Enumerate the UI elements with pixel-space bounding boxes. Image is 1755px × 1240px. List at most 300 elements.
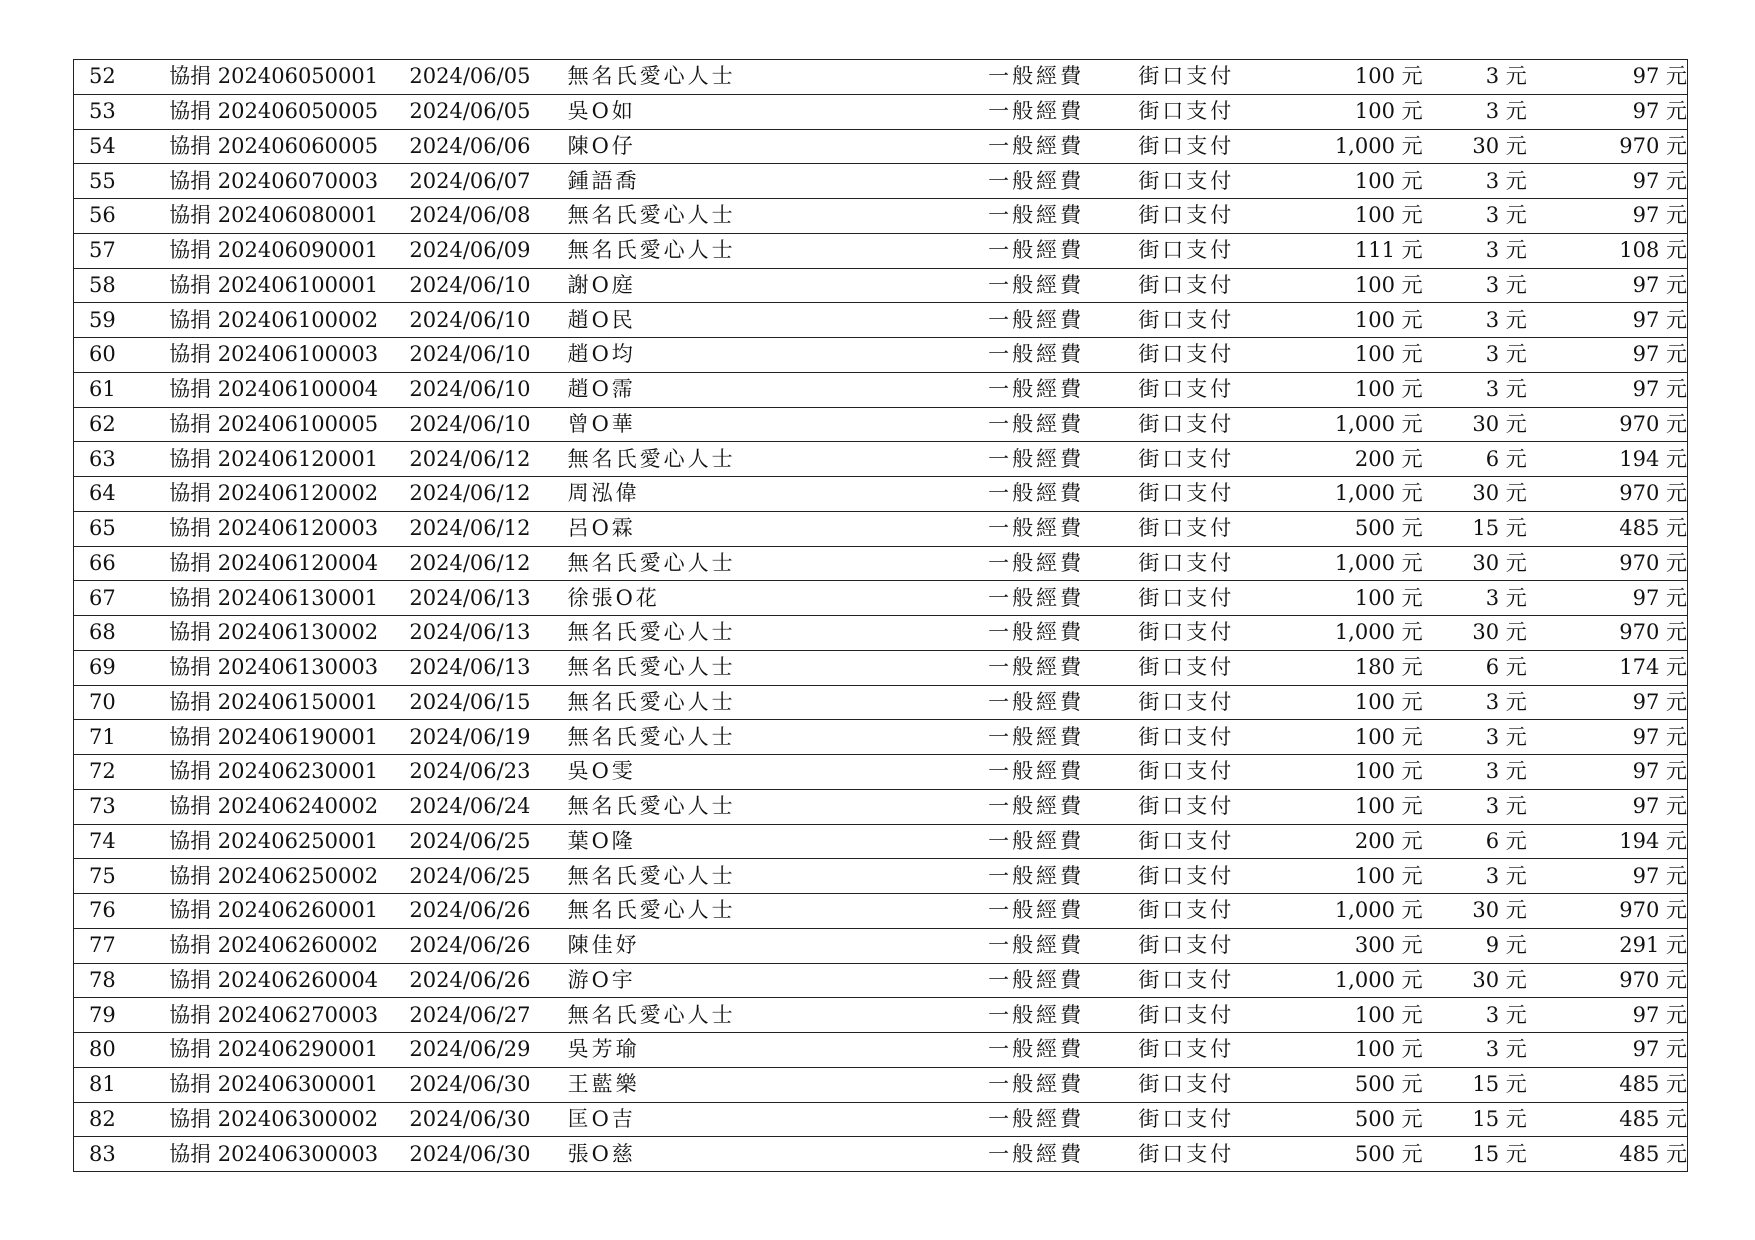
handling-fee-cell: 6 元 xyxy=(1423,442,1527,477)
table-row xyxy=(74,1137,1688,1172)
table-row xyxy=(74,94,1688,129)
table-row xyxy=(74,546,1688,581)
donation-ledger-body xyxy=(74,60,1688,1172)
payment-method-cell: 街口支付 xyxy=(1138,998,1288,1033)
handling-fee-cell: 3 元 xyxy=(1423,303,1527,338)
donor-name-cell: 呂O霖 xyxy=(568,511,989,546)
table-row xyxy=(74,233,1688,268)
handling-fee-cell: 15 元 xyxy=(1423,1137,1527,1172)
row-number-cell: 80 xyxy=(74,1033,170,1068)
net-amount-cell: 970 元 xyxy=(1527,616,1688,651)
row-number-cell: 57 xyxy=(74,233,170,268)
receipt-number-cell: 協捐 202406260001 xyxy=(169,894,409,929)
donation-purpose-cell: 一般經費 xyxy=(988,894,1138,929)
net-amount-cell: 97 元 xyxy=(1527,268,1688,303)
handling-fee-cell: 3 元 xyxy=(1423,233,1527,268)
table-row xyxy=(74,1102,1688,1137)
donation-date-cell: 2024/06/25 xyxy=(409,824,567,859)
donation-date-cell: 2024/06/26 xyxy=(409,894,567,929)
payment-method-cell: 街口支付 xyxy=(1138,824,1288,859)
donation-date-cell: 2024/06/13 xyxy=(409,616,567,651)
donor-name-cell: 無名氏愛心人士 xyxy=(568,859,989,894)
row-number-cell: 56 xyxy=(74,199,170,234)
row-number-cell: 62 xyxy=(74,407,170,442)
donation-purpose-cell: 一般經費 xyxy=(988,824,1138,859)
donation-purpose-cell: 一般經費 xyxy=(988,233,1138,268)
donation-purpose-cell: 一般經費 xyxy=(988,442,1138,477)
row-number-cell: 75 xyxy=(74,859,170,894)
net-amount-cell: 97 元 xyxy=(1527,859,1688,894)
receipt-number-cell: 協捐 202406190001 xyxy=(169,720,409,755)
donor-name-cell: 無名氏愛心人士 xyxy=(568,650,989,685)
net-amount-cell: 174 元 xyxy=(1527,650,1688,685)
receipt-number-cell: 協捐 202406150001 xyxy=(169,685,409,720)
row-number-cell: 68 xyxy=(74,616,170,651)
receipt-number-cell: 協捐 202406050001 xyxy=(169,60,409,95)
handling-fee-cell: 3 元 xyxy=(1423,372,1527,407)
donation-amount-cell: 500 元 xyxy=(1288,1067,1422,1102)
table-row xyxy=(74,894,1688,929)
handling-fee-cell: 3 元 xyxy=(1423,859,1527,894)
donation-amount-cell: 500 元 xyxy=(1288,511,1422,546)
donor-name-cell: 葉O隆 xyxy=(568,824,989,859)
donation-date-cell: 2024/06/10 xyxy=(409,372,567,407)
payment-method-cell: 街口支付 xyxy=(1138,60,1288,95)
donation-date-cell: 2024/06/29 xyxy=(409,1033,567,1068)
donation-date-cell: 2024/06/13 xyxy=(409,581,567,616)
payment-method-cell: 街口支付 xyxy=(1138,511,1288,546)
donation-purpose-cell: 一般經費 xyxy=(988,1102,1138,1137)
net-amount-cell: 97 元 xyxy=(1527,303,1688,338)
handling-fee-cell: 3 元 xyxy=(1423,1033,1527,1068)
donation-amount-cell: 100 元 xyxy=(1288,755,1422,790)
handling-fee-cell: 3 元 xyxy=(1423,720,1527,755)
net-amount-cell: 970 元 xyxy=(1527,546,1688,581)
donation-purpose-cell: 一般經費 xyxy=(988,477,1138,512)
receipt-number-cell: 協捐 202406120004 xyxy=(169,546,409,581)
table-row xyxy=(74,268,1688,303)
receipt-number-cell: 協捐 202406270003 xyxy=(169,998,409,1033)
net-amount-cell: 485 元 xyxy=(1527,1067,1688,1102)
table-row xyxy=(74,1067,1688,1102)
net-amount-cell: 97 元 xyxy=(1527,164,1688,199)
net-amount-cell: 97 元 xyxy=(1527,720,1688,755)
donation-date-cell: 2024/06/27 xyxy=(409,998,567,1033)
handling-fee-cell: 3 元 xyxy=(1423,338,1527,373)
receipt-number-cell: 協捐 202406060005 xyxy=(169,129,409,164)
donation-amount-cell: 100 元 xyxy=(1288,303,1422,338)
payment-method-cell: 街口支付 xyxy=(1138,233,1288,268)
receipt-number-cell: 協捐 202406070003 xyxy=(169,164,409,199)
net-amount-cell: 970 元 xyxy=(1527,407,1688,442)
donor-name-cell: 徐張O花 xyxy=(568,581,989,616)
payment-method-cell: 街口支付 xyxy=(1138,859,1288,894)
donation-date-cell: 2024/06/10 xyxy=(409,268,567,303)
row-number-cell: 67 xyxy=(74,581,170,616)
receipt-number-cell: 協捐 202406130003 xyxy=(169,650,409,685)
table-row xyxy=(74,720,1688,755)
receipt-number-cell: 協捐 202406130001 xyxy=(169,581,409,616)
donation-amount-cell: 100 元 xyxy=(1288,268,1422,303)
receipt-number-cell: 協捐 202406290001 xyxy=(169,1033,409,1068)
donation-purpose-cell: 一般經費 xyxy=(988,1067,1138,1102)
handling-fee-cell: 6 元 xyxy=(1423,824,1527,859)
donation-amount-cell: 100 元 xyxy=(1288,338,1422,373)
row-number-cell: 58 xyxy=(74,268,170,303)
net-amount-cell: 97 元 xyxy=(1527,94,1688,129)
receipt-number-cell: 協捐 202406120001 xyxy=(169,442,409,477)
donation-date-cell: 2024/06/26 xyxy=(409,963,567,998)
payment-method-cell: 街口支付 xyxy=(1138,303,1288,338)
handling-fee-cell: 30 元 xyxy=(1423,963,1527,998)
table-row xyxy=(74,60,1688,95)
payment-method-cell: 街口支付 xyxy=(1138,477,1288,512)
receipt-number-cell: 協捐 202406120002 xyxy=(169,477,409,512)
donation-date-cell: 2024/06/08 xyxy=(409,199,567,234)
donation-date-cell: 2024/06/06 xyxy=(409,129,567,164)
payment-method-cell: 街口支付 xyxy=(1138,963,1288,998)
donor-name-cell: 無名氏愛心人士 xyxy=(568,233,989,268)
payment-method-cell: 街口支付 xyxy=(1138,546,1288,581)
donation-purpose-cell: 一般經費 xyxy=(988,546,1138,581)
row-number-cell: 63 xyxy=(74,442,170,477)
payment-method-cell: 街口支付 xyxy=(1138,442,1288,477)
table-row xyxy=(74,685,1688,720)
donor-name-cell: 匡O吉 xyxy=(568,1102,989,1137)
row-number-cell: 72 xyxy=(74,755,170,790)
donation-purpose-cell: 一般經費 xyxy=(988,720,1138,755)
donation-date-cell: 2024/06/10 xyxy=(409,407,567,442)
donation-amount-cell: 1,000 元 xyxy=(1288,963,1422,998)
donation-date-cell: 2024/06/05 xyxy=(409,94,567,129)
payment-method-cell: 街口支付 xyxy=(1138,372,1288,407)
receipt-number-cell: 協捐 202406050005 xyxy=(169,94,409,129)
payment-method-cell: 街口支付 xyxy=(1138,164,1288,199)
handling-fee-cell: 3 元 xyxy=(1423,94,1527,129)
donation-amount-cell: 100 元 xyxy=(1288,789,1422,824)
donation-amount-cell: 1,000 元 xyxy=(1288,616,1422,651)
payment-method-cell: 街口支付 xyxy=(1138,1067,1288,1102)
donation-date-cell: 2024/06/12 xyxy=(409,546,567,581)
payment-method-cell: 街口支付 xyxy=(1138,685,1288,720)
donation-amount-cell: 500 元 xyxy=(1288,1137,1422,1172)
row-number-cell: 53 xyxy=(74,94,170,129)
net-amount-cell: 970 元 xyxy=(1527,477,1688,512)
payment-method-cell: 街口支付 xyxy=(1138,928,1288,963)
table-row xyxy=(74,824,1688,859)
donation-amount-cell: 100 元 xyxy=(1288,685,1422,720)
payment-method-cell: 街口支付 xyxy=(1138,581,1288,616)
net-amount-cell: 97 元 xyxy=(1527,755,1688,790)
row-number-cell: 61 xyxy=(74,372,170,407)
row-number-cell: 78 xyxy=(74,963,170,998)
receipt-number-cell: 協捐 202406230001 xyxy=(169,755,409,790)
donor-name-cell: 無名氏愛心人士 xyxy=(568,616,989,651)
donor-name-cell: 曾O華 xyxy=(568,407,989,442)
table-row xyxy=(74,477,1688,512)
donation-date-cell: 2024/06/23 xyxy=(409,755,567,790)
payment-method-cell: 街口支付 xyxy=(1138,1033,1288,1068)
donation-purpose-cell: 一般經費 xyxy=(988,685,1138,720)
receipt-number-cell: 協捐 202406300001 xyxy=(169,1067,409,1102)
donation-amount-cell: 100 元 xyxy=(1288,1033,1422,1068)
donation-date-cell: 2024/06/30 xyxy=(409,1102,567,1137)
net-amount-cell: 485 元 xyxy=(1527,1137,1688,1172)
receipt-number-cell: 協捐 202406300002 xyxy=(169,1102,409,1137)
payment-method-cell: 街口支付 xyxy=(1138,789,1288,824)
donation-date-cell: 2024/06/12 xyxy=(409,442,567,477)
donor-name-cell: 張O慈 xyxy=(568,1137,989,1172)
handling-fee-cell: 6 元 xyxy=(1423,650,1527,685)
net-amount-cell: 97 元 xyxy=(1527,998,1688,1033)
row-number-cell: 59 xyxy=(74,303,170,338)
donation-amount-cell: 1,000 元 xyxy=(1288,407,1422,442)
table-row xyxy=(74,1033,1688,1068)
donation-amount-cell: 100 元 xyxy=(1288,94,1422,129)
handling-fee-cell: 30 元 xyxy=(1423,407,1527,442)
handling-fee-cell: 3 元 xyxy=(1423,164,1527,199)
net-amount-cell: 97 元 xyxy=(1527,789,1688,824)
handling-fee-cell: 3 元 xyxy=(1423,685,1527,720)
receipt-number-cell: 協捐 202406130002 xyxy=(169,616,409,651)
payment-method-cell: 街口支付 xyxy=(1138,1102,1288,1137)
donation-purpose-cell: 一般經費 xyxy=(988,1033,1138,1068)
handling-fee-cell: 15 元 xyxy=(1423,511,1527,546)
donor-name-cell: 無名氏愛心人士 xyxy=(568,546,989,581)
donor-name-cell: 無名氏愛心人士 xyxy=(568,199,989,234)
donation-amount-cell: 180 元 xyxy=(1288,650,1422,685)
donor-name-cell: 趙O霈 xyxy=(568,372,989,407)
net-amount-cell: 97 元 xyxy=(1527,60,1688,95)
row-number-cell: 81 xyxy=(74,1067,170,1102)
net-amount-cell: 97 元 xyxy=(1527,1033,1688,1068)
handling-fee-cell: 3 元 xyxy=(1423,199,1527,234)
donation-purpose-cell: 一般經費 xyxy=(988,199,1138,234)
net-amount-cell: 97 元 xyxy=(1527,372,1688,407)
donation-amount-cell: 1,000 元 xyxy=(1288,129,1422,164)
donation-purpose-cell: 一般經費 xyxy=(988,511,1138,546)
donor-name-cell: 謝O庭 xyxy=(568,268,989,303)
handling-fee-cell: 3 元 xyxy=(1423,755,1527,790)
receipt-number-cell: 協捐 202406250002 xyxy=(169,859,409,894)
handling-fee-cell: 3 元 xyxy=(1423,60,1527,95)
payment-method-cell: 街口支付 xyxy=(1138,268,1288,303)
receipt-number-cell: 協捐 202406090001 xyxy=(169,233,409,268)
donation-purpose-cell: 一般經費 xyxy=(988,60,1138,95)
net-amount-cell: 485 元 xyxy=(1527,511,1688,546)
donor-name-cell: 周泓偉 xyxy=(568,477,989,512)
donation-purpose-cell: 一般經費 xyxy=(988,616,1138,651)
row-number-cell: 71 xyxy=(74,720,170,755)
table-row xyxy=(74,442,1688,477)
payment-method-cell: 街口支付 xyxy=(1138,894,1288,929)
donor-name-cell: 無名氏愛心人士 xyxy=(568,720,989,755)
receipt-number-cell: 協捐 202406250001 xyxy=(169,824,409,859)
handling-fee-cell: 3 元 xyxy=(1423,789,1527,824)
donation-date-cell: 2024/06/25 xyxy=(409,859,567,894)
donation-amount-cell: 100 元 xyxy=(1288,998,1422,1033)
table-row xyxy=(74,616,1688,651)
handling-fee-cell: 30 元 xyxy=(1423,477,1527,512)
net-amount-cell: 194 元 xyxy=(1527,824,1688,859)
donation-amount-cell: 1,000 元 xyxy=(1288,894,1422,929)
donation-amount-cell: 100 元 xyxy=(1288,199,1422,234)
donor-name-cell: 無名氏愛心人士 xyxy=(568,789,989,824)
handling-fee-cell: 30 元 xyxy=(1423,129,1527,164)
donation-purpose-cell: 一般經費 xyxy=(988,755,1138,790)
donation-date-cell: 2024/06/30 xyxy=(409,1137,567,1172)
donation-date-cell: 2024/06/30 xyxy=(409,1067,567,1102)
donation-purpose-cell: 一般經費 xyxy=(988,164,1138,199)
donation-amount-cell: 100 元 xyxy=(1288,60,1422,95)
donation-date-cell: 2024/06/19 xyxy=(409,720,567,755)
donation-date-cell: 2024/06/12 xyxy=(409,477,567,512)
donor-name-cell: 王藍樂 xyxy=(568,1067,989,1102)
payment-method-cell: 街口支付 xyxy=(1138,1137,1288,1172)
donation-date-cell: 2024/06/13 xyxy=(409,650,567,685)
handling-fee-cell: 9 元 xyxy=(1423,928,1527,963)
handling-fee-cell: 3 元 xyxy=(1423,268,1527,303)
row-number-cell: 83 xyxy=(74,1137,170,1172)
donation-purpose-cell: 一般經費 xyxy=(988,650,1138,685)
donor-name-cell: 鍾語喬 xyxy=(568,164,989,199)
net-amount-cell: 970 元 xyxy=(1527,894,1688,929)
handling-fee-cell: 30 元 xyxy=(1423,894,1527,929)
payment-method-cell: 街口支付 xyxy=(1138,129,1288,164)
payment-method-cell: 街口支付 xyxy=(1138,338,1288,373)
net-amount-cell: 97 元 xyxy=(1527,199,1688,234)
donation-purpose-cell: 一般經費 xyxy=(988,963,1138,998)
receipt-number-cell: 協捐 202406100001 xyxy=(169,268,409,303)
row-number-cell: 54 xyxy=(74,129,170,164)
table-row xyxy=(74,129,1688,164)
donation-amount-cell: 100 元 xyxy=(1288,720,1422,755)
donation-purpose-cell: 一般經費 xyxy=(988,94,1138,129)
donation-amount-cell: 111 元 xyxy=(1288,233,1422,268)
receipt-number-cell: 協捐 202406120003 xyxy=(169,511,409,546)
handling-fee-cell: 30 元 xyxy=(1423,546,1527,581)
table-row xyxy=(74,859,1688,894)
donation-amount-cell: 100 元 xyxy=(1288,372,1422,407)
payment-method-cell: 街口支付 xyxy=(1138,199,1288,234)
donation-purpose-cell: 一般經費 xyxy=(988,303,1138,338)
table-row xyxy=(74,789,1688,824)
row-number-cell: 74 xyxy=(74,824,170,859)
donor-name-cell: 陳佳妤 xyxy=(568,928,989,963)
donor-name-cell: 陳O仔 xyxy=(568,129,989,164)
row-number-cell: 55 xyxy=(74,164,170,199)
table-row xyxy=(74,963,1688,998)
net-amount-cell: 97 元 xyxy=(1527,685,1688,720)
donation-purpose-cell: 一般經費 xyxy=(988,338,1138,373)
donor-name-cell: 無名氏愛心人士 xyxy=(568,442,989,477)
table-row xyxy=(74,755,1688,790)
receipt-number-cell: 協捐 202406100004 xyxy=(169,372,409,407)
donation-date-cell: 2024/06/26 xyxy=(409,928,567,963)
net-amount-cell: 291 元 xyxy=(1527,928,1688,963)
handling-fee-cell: 3 元 xyxy=(1423,581,1527,616)
donation-purpose-cell: 一般經費 xyxy=(988,268,1138,303)
donation-amount-cell: 200 元 xyxy=(1288,442,1422,477)
receipt-number-cell: 協捐 202406080001 xyxy=(169,199,409,234)
receipt-number-cell: 協捐 202406300003 xyxy=(169,1137,409,1172)
donation-date-cell: 2024/06/05 xyxy=(409,60,567,95)
receipt-number-cell: 協捐 202406240002 xyxy=(169,789,409,824)
table-row xyxy=(74,581,1688,616)
donation-amount-cell: 100 元 xyxy=(1288,164,1422,199)
donation-amount-cell: 100 元 xyxy=(1288,581,1422,616)
handling-fee-cell: 15 元 xyxy=(1423,1102,1527,1137)
donation-date-cell: 2024/06/24 xyxy=(409,789,567,824)
donation-date-cell: 2024/06/07 xyxy=(409,164,567,199)
payment-method-cell: 街口支付 xyxy=(1138,650,1288,685)
table-row xyxy=(74,511,1688,546)
donor-name-cell: 吳芳瑜 xyxy=(568,1033,989,1068)
payment-method-cell: 街口支付 xyxy=(1138,94,1288,129)
payment-method-cell: 街口支付 xyxy=(1138,616,1288,651)
donation-date-cell: 2024/06/12 xyxy=(409,511,567,546)
receipt-number-cell: 協捐 202406100005 xyxy=(169,407,409,442)
handling-fee-cell: 3 元 xyxy=(1423,998,1527,1033)
receipt-number-cell: 協捐 202406260002 xyxy=(169,928,409,963)
donation-amount-cell: 200 元 xyxy=(1288,824,1422,859)
table-row xyxy=(74,407,1688,442)
donation-ledger-table xyxy=(73,59,1688,1172)
table-row xyxy=(74,650,1688,685)
table-row xyxy=(74,928,1688,963)
payment-method-cell: 街口支付 xyxy=(1138,720,1288,755)
row-number-cell: 77 xyxy=(74,928,170,963)
donation-purpose-cell: 一般經費 xyxy=(988,998,1138,1033)
donation-purpose-cell: 一般經費 xyxy=(988,859,1138,894)
row-number-cell: 66 xyxy=(74,546,170,581)
row-number-cell: 73 xyxy=(74,789,170,824)
donation-purpose-cell: 一般經費 xyxy=(988,581,1138,616)
net-amount-cell: 97 元 xyxy=(1527,581,1688,616)
table-row xyxy=(74,164,1688,199)
donation-date-cell: 2024/06/10 xyxy=(409,338,567,373)
payment-method-cell: 街口支付 xyxy=(1138,407,1288,442)
handling-fee-cell: 30 元 xyxy=(1423,616,1527,651)
row-number-cell: 76 xyxy=(74,894,170,929)
row-number-cell: 64 xyxy=(74,477,170,512)
row-number-cell: 60 xyxy=(74,338,170,373)
donation-purpose-cell: 一般經費 xyxy=(988,372,1138,407)
handling-fee-cell: 15 元 xyxy=(1423,1067,1527,1102)
net-amount-cell: 97 元 xyxy=(1527,338,1688,373)
donation-amount-cell: 1,000 元 xyxy=(1288,546,1422,581)
net-amount-cell: 485 元 xyxy=(1527,1102,1688,1137)
donation-purpose-cell: 一般經費 xyxy=(988,129,1138,164)
net-amount-cell: 970 元 xyxy=(1527,129,1688,164)
donor-name-cell: 無名氏愛心人士 xyxy=(568,894,989,929)
receipt-number-cell: 協捐 202406100003 xyxy=(169,338,409,373)
net-amount-cell: 970 元 xyxy=(1527,963,1688,998)
donation-purpose-cell: 一般經費 xyxy=(988,789,1138,824)
row-number-cell: 69 xyxy=(74,650,170,685)
donation-amount-cell: 1,000 元 xyxy=(1288,477,1422,512)
donor-name-cell: 吳O雯 xyxy=(568,755,989,790)
donation-amount-cell: 300 元 xyxy=(1288,928,1422,963)
table-row xyxy=(74,303,1688,338)
receipt-number-cell: 協捐 202406100002 xyxy=(169,303,409,338)
donation-amount-cell: 100 元 xyxy=(1288,859,1422,894)
net-amount-cell: 108 元 xyxy=(1527,233,1688,268)
table-row xyxy=(74,338,1688,373)
row-number-cell: 70 xyxy=(74,685,170,720)
table-row xyxy=(74,372,1688,407)
row-number-cell: 52 xyxy=(74,60,170,95)
